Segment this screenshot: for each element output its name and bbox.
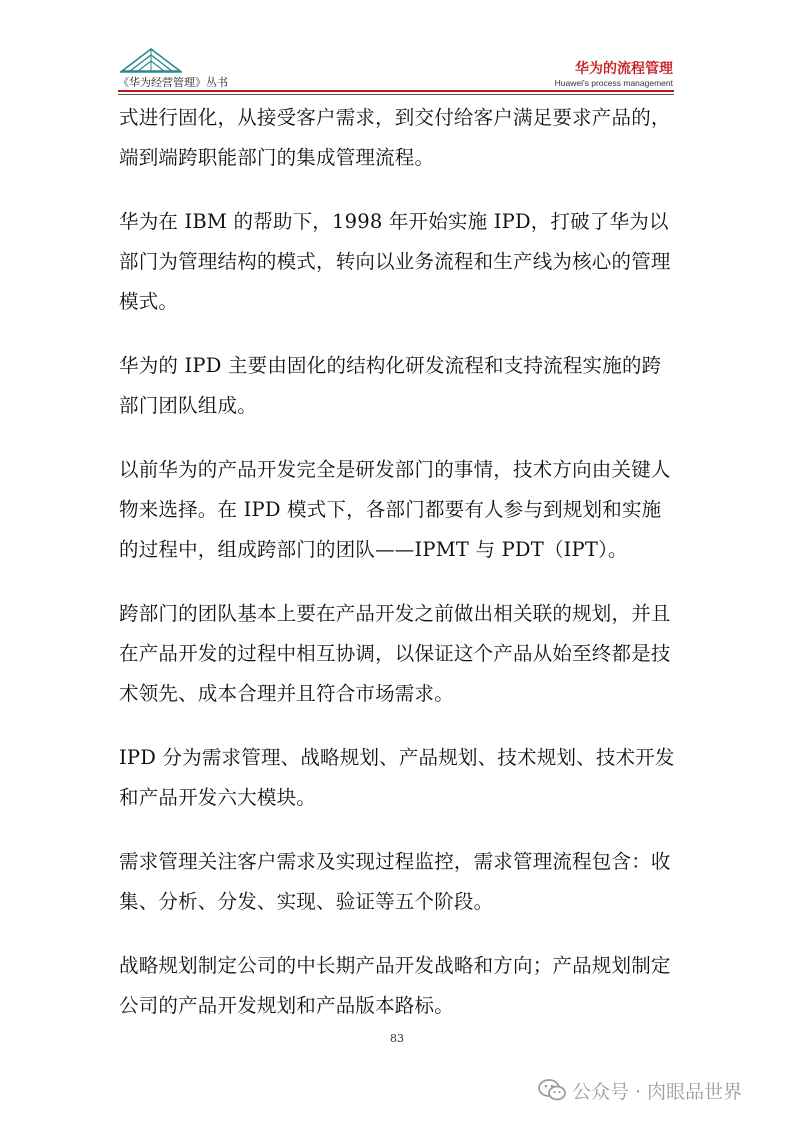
book-title: 华为的流程管理: [575, 61, 673, 77]
page-header: [0, 0, 794, 100]
paragraph: 战略规划制定公司的中长期产品开发战略和方向；产品规划制定公司的产品开发规划和产品版本路标。: [119, 954, 671, 1017]
header-rule-red: [118, 90, 674, 92]
paragraph: 华为在 IBM 的帮助下，1998 年开始实施 IPD，打破了华为以部门为管理结构的模式，转向以业务流程和生产线为核心的管理模式。: [119, 210, 671, 313]
book-subtitle: Huawei's process management: [554, 78, 673, 88]
body-text: [119, 98, 679, 1050]
page-number: 83: [390, 1032, 404, 1045]
huawei-mountain-logo-icon: [120, 45, 182, 75]
watermark: [538, 1072, 742, 1108]
paragraph: 跨部门的团队基本上要在产品开发之前做出相关联的规划，并且在产品开发的过程中相互协调，以保证这个产品从始至终都是技术领先、成本合理并且符合市场需求。: [119, 602, 671, 705]
paragraph: 式进行固化，从接受客户需求，到交付给客户满足要求产品的，端到端跨职能部门的集成管理流程。: [119, 106, 671, 169]
series-title: 《华为经营管理》丛书: [118, 76, 228, 89]
wechat-icon: [538, 1078, 566, 1102]
paragraph: 需求管理关注客户需求及实现过程监控，需求管理流程包含：收集、分析、分发、实现、验证等五个阶段。: [119, 850, 671, 913]
paragraph: IPD 分为需求管理、战略规划、产品规划、技术规划、技术开发和产品开发六大模块。: [119, 746, 675, 809]
header-rule-thin: [118, 94, 674, 95]
paragraph: 以前华为的产品开发完全是研发部门的事情，技术方向由关键人物来选择。在 IPD 模式下，各部门都要有人参与到规划和实施的过程中，组成跨部门的团队——IPMT 与 PDT（IPT）。: [119, 458, 671, 561]
paragraph: 华为的 IPD 主要由固化的结构化研发流程和支持流程实施的跨部门团队组成。: [119, 354, 662, 417]
watermark-text: 公众号 · 肉眼品世界: [572, 1080, 743, 1103]
